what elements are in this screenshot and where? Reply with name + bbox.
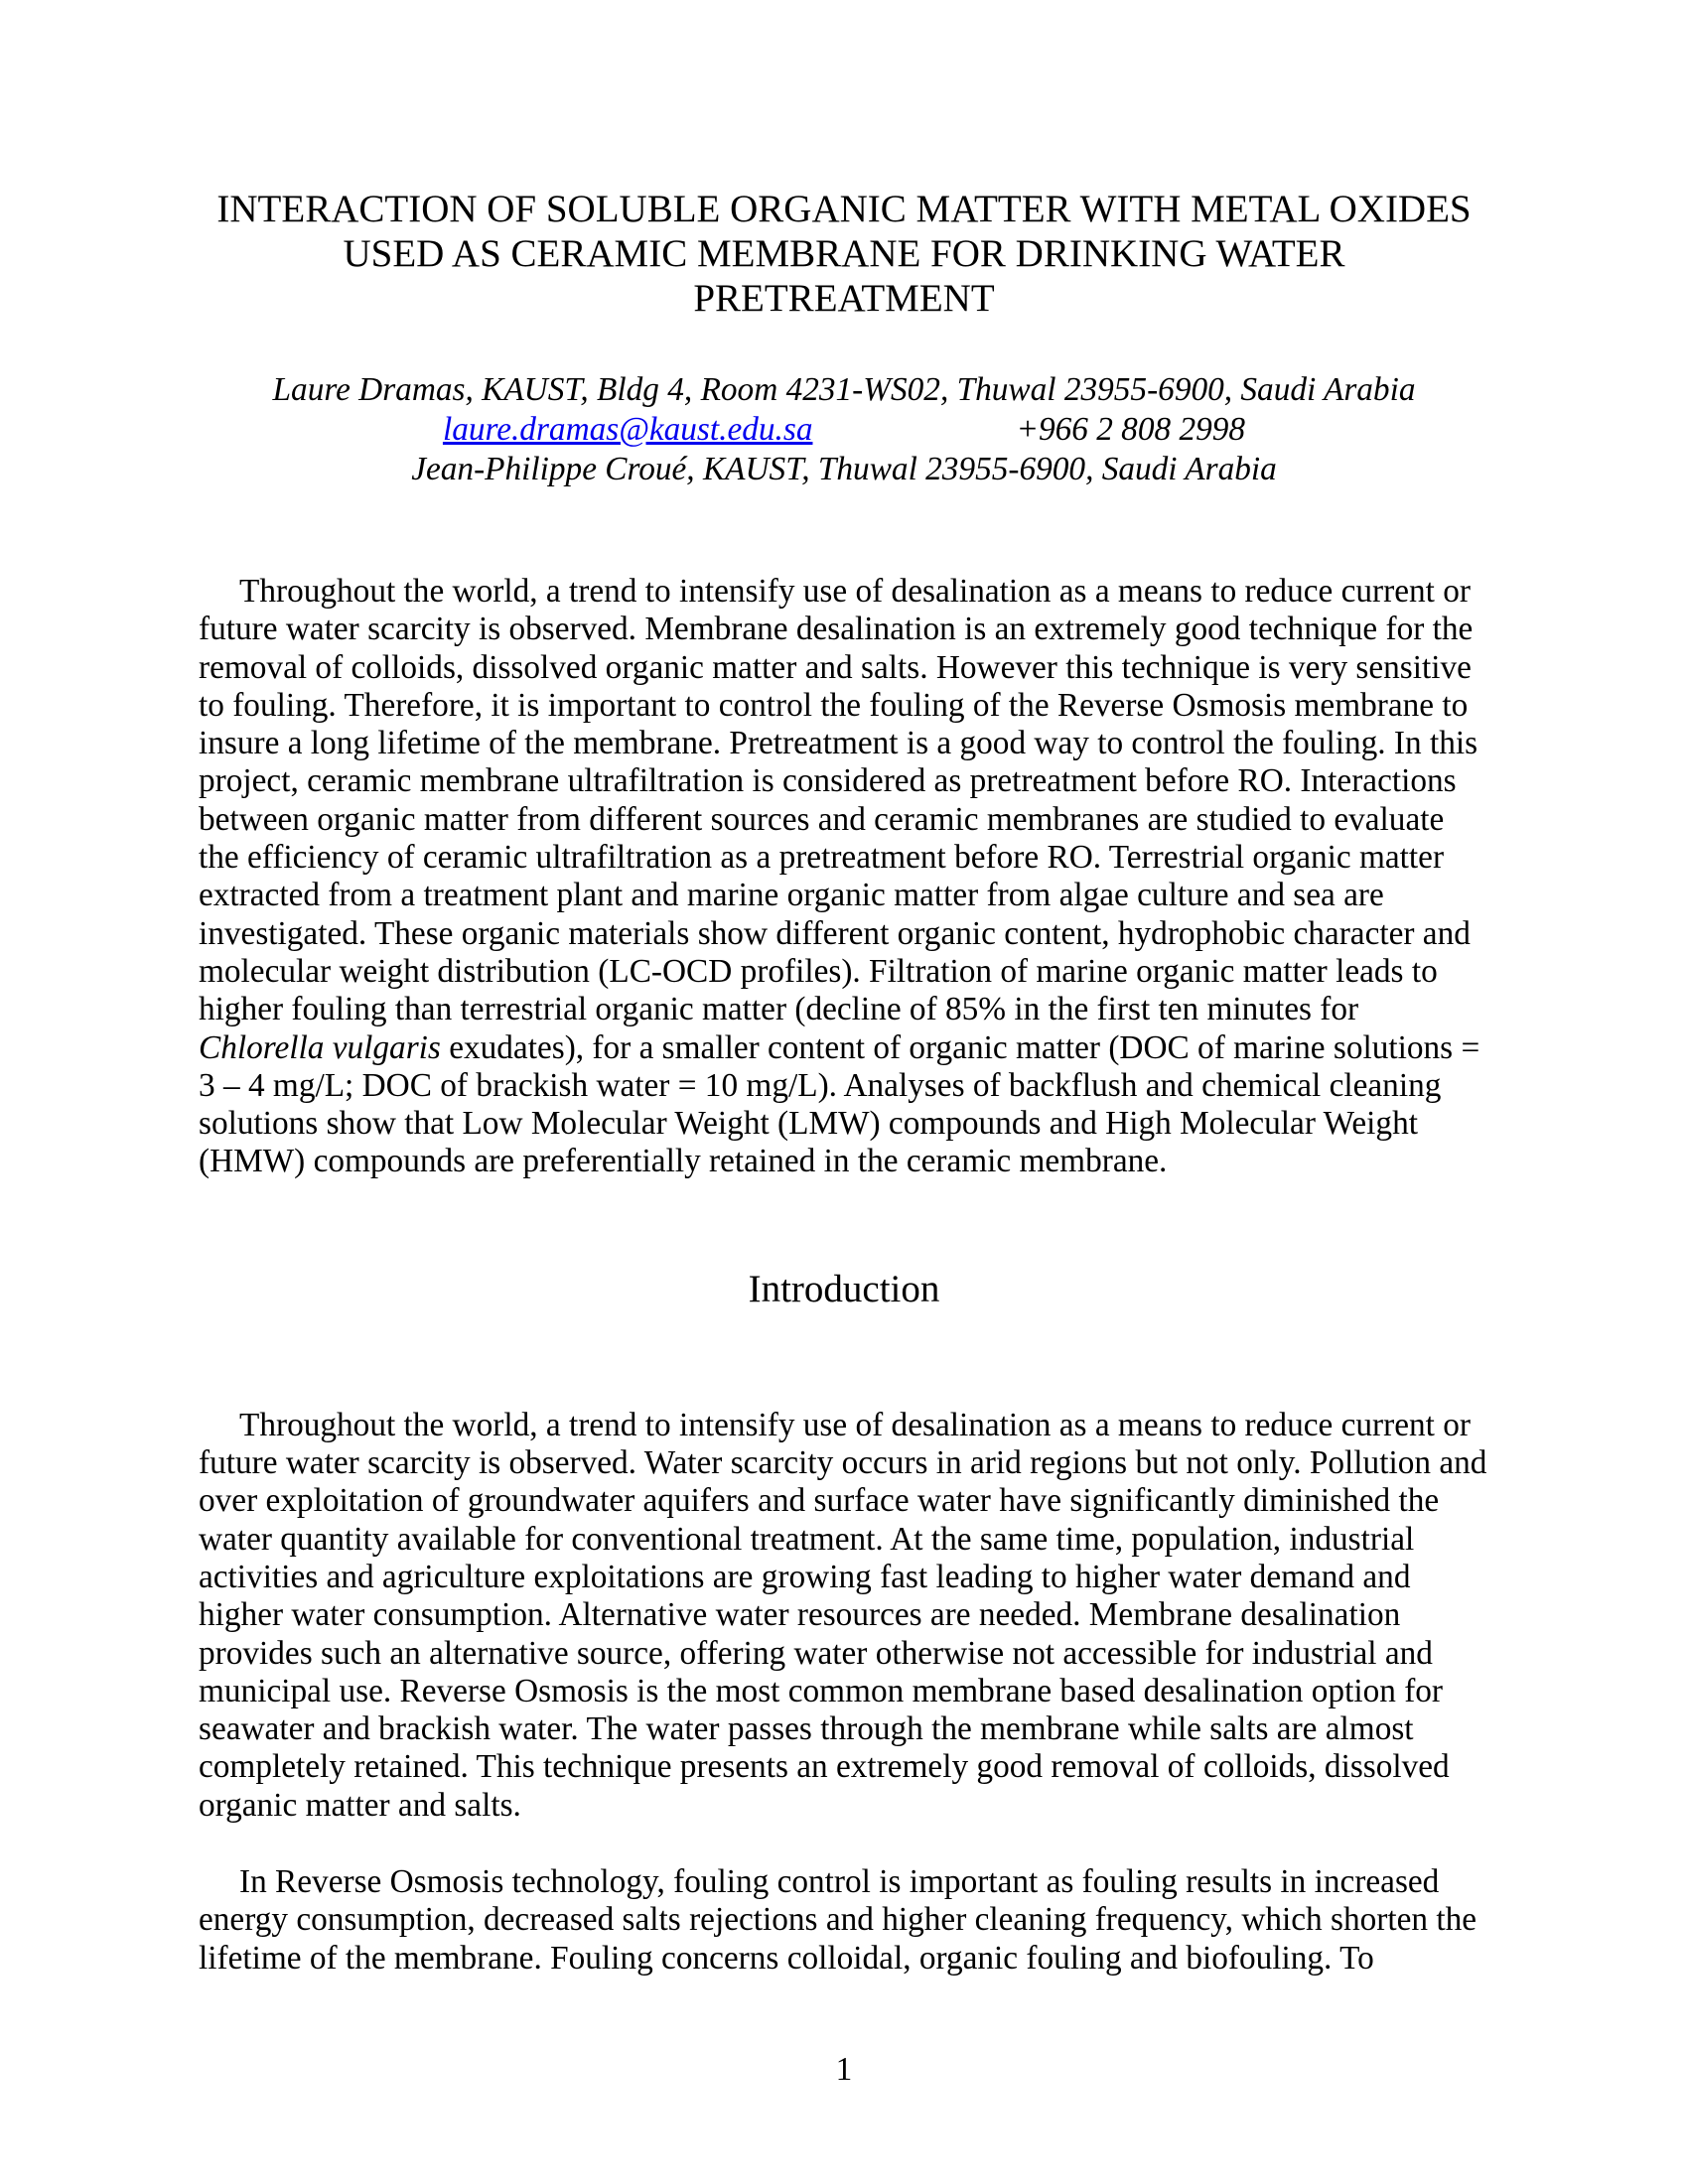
author-affiliation-2: Jean-Philippe Croué, KAUST, Thuwal 23955-6900, Saudi Arabia: [411, 451, 1277, 487]
introduction-paragraph-1: Throughout the world, a trend to intensify use of desalination as a means to reduce current or future water scarcity is observed. Water scarcity occurs in arid regions but not only. Pollution and over exploitation of groundwater aquifers and surface water have significantly diminished the water quantity available for conventional treatment. At the same time, population, industrial activities and agriculture exploitations are growing fast leading to higher water demand and higher water consumption. Alternative water resources are needed. Membrane desalination provides such an alternative source, offering water otherwise not accessible for industrial and municipal use. Reverse Osmosis is the most common membrane based desalination option for seawater and brackish water. The water passes through the membrane while salts are almost completely retained. This technique presents an extremely good removal of colloids, dissolved organic matter and salts.: [199, 1406, 1487, 1824]
paper-title-line-1: INTERACTION OF SOLUBLE ORGANIC MATTER WITH METAL OXIDES: [216, 188, 1472, 230]
abstract-species-name: Chlorella vulgaris: [199, 1028, 441, 1066]
abstract-paragraph: [199, 573, 1489, 1181]
abstract-text-part2: exudates), for a smaller content of organic matter (DOC of marine solutions = 3 – 4 mg/L; DOC of brackish water = 10 mg/L). Analyses of backflush and chemical cleaning solutions show that Low Molecular Weight (LMW) compounds and High Molecular Weight (HMW) compounds are preferentially retained in the ceramic membrane.: [199, 1028, 1480, 1180]
author-affiliation-1: Laure Dramas, KAUST, Bldg 4, Room 4231-WS02, Thuwal 23955-6900, Saudi Arabia: [272, 371, 1416, 408]
author-block: [199, 370, 1489, 489]
author-contact-line: [199, 410, 1489, 450]
page-number: 1: [835, 2051, 853, 2088]
introduction-heading: Introduction: [748, 1267, 940, 1310]
author-email-link[interactable]: laure.dramas@kaust.edu.sa: [442, 411, 813, 448]
author-phone: +966 2 808 2998: [1016, 411, 1246, 448]
paper-title-line-3: PRETREATMENT: [693, 277, 995, 320]
paper-title-line-2: USED AS CERAMIC MEMBRANE FOR DRINKING WATER: [343, 232, 1345, 275]
introduction-paragraph-2: In Reverse Osmosis technology, fouling control is important as fouling results in increased energy consumption, decreased salts rejections and higher cleaning frequency, which shorten the lifetime of the membrane. Fouling concerns colloidal, organic fouling and biofouling. To: [199, 1863, 1477, 1977]
abstract-text-part1: Throughout the world, a trend to intensify use of desalination as a means to reduce current or future water scarcity is observed. Membrane desalination is an extremely good technique for the removal of colloids, dissolved organic matter and salts. However this technique is very sensitive to fouling. Therefore, it is important to control the fouling of the Reverse Osmosis membrane to insure a long lifetime of the membrane. Pretreatment is a good way to control the fouling. In this project, ceramic membrane ultrafiltration is considered as pretreatment before RO. Interactions between organic matter from different sources and ceramic membranes are studied to evaluate the efficiency of ceramic ultrafiltration as a pretreatment before RO. Terrestrial organic matter extracted from a treatment plant and marine organic matter from algae culture and sea are investigated. These organic materials show different organic content, hydrophobic character and molecular weight distribution (LC-OCD profiles). Filtration of marine organic matter leads to higher fouling than terrestrial organic matter (decline of 85% in the first ten minutes for: [199, 573, 1478, 1028]
paper-title: [199, 187, 1489, 321]
